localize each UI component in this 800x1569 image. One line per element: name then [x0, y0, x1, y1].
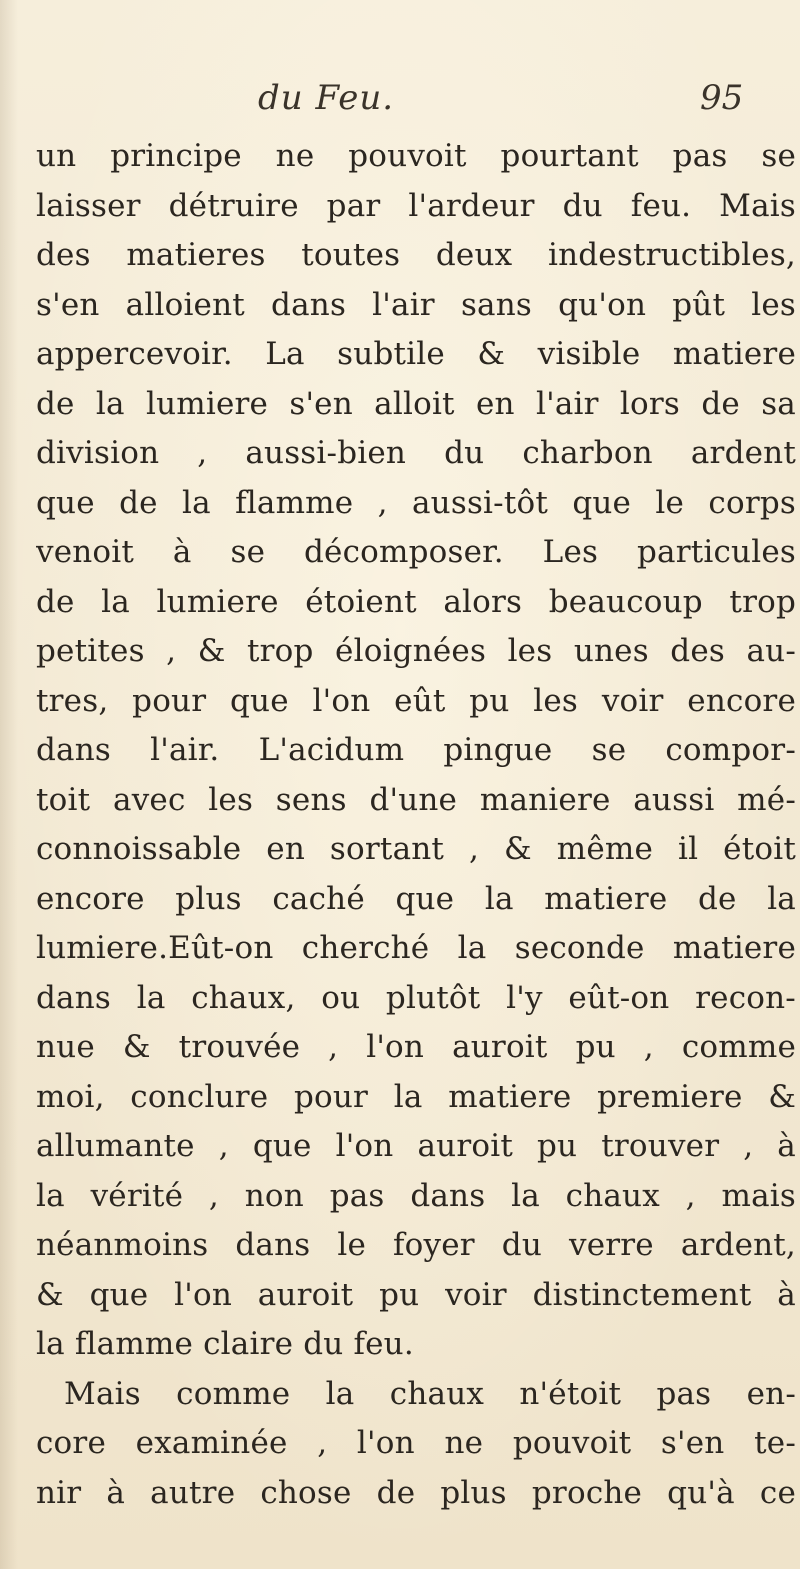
running-head	[0, 78, 800, 138]
text-line: laisser détruire par l'ardeur du feu. Mais	[36, 187, 796, 224]
text-line: toit avec les sens d'une maniere aussi mé-	[36, 781, 796, 818]
text-line: nir à autre chose de plus proche qu'à ce	[36, 1474, 796, 1511]
text-line: core examinée , l'on ne pouvoit s'en te-	[36, 1425, 796, 1461]
text-line: appercevoir. La subtile & visible matiere	[36, 336, 796, 372]
text-line: que de la flamme , aussi-tôt que le corps	[36, 484, 796, 521]
text-line: néanmoins dans le foyer du verre ardent,	[36, 1227, 796, 1263]
text-line: dans l'air. L'acidum pingue se compor-	[36, 732, 796, 768]
text-line: & que l'on auroit pu voir distinctement à	[36, 1276, 796, 1313]
text-line: moi, conclure pour la matiere premiere &	[36, 1078, 796, 1115]
text-line: lumiere.Eût-on cherché la seconde matiere	[36, 930, 796, 966]
text-line: division , aussi-bien du charbon ardent	[36, 435, 796, 471]
text-line: de la lumiere étoient alors beaucoup trop	[36, 583, 796, 620]
text-line: un principe ne pouvoit pourtant pas se	[36, 138, 796, 174]
running-head-title: du Feu.	[258, 78, 395, 118]
paragraph-end-line: la flamme claire du feu.	[36, 1326, 414, 1362]
text-line: tres, pour que l'on eût pu les voir encore	[36, 682, 796, 719]
text-line: allumante , que l'on auroit pu trouver , à	[36, 1128, 796, 1164]
text-line: encore plus caché que la matiere de la	[36, 880, 796, 917]
text-line: connoissable en sortant , & même il étoit	[36, 831, 796, 867]
page-number: 95	[700, 78, 744, 118]
text-line: nue & trouvée , l'on auroit pu , comme	[36, 1029, 796, 1065]
text-line: venoit à se décomposer. Les particules	[36, 534, 796, 570]
text-line: la vérité , non pas dans la chaux , mais	[36, 1177, 796, 1214]
text-line: s'en alloient dans l'air sans qu'on pût les	[36, 286, 796, 323]
text-line: de la lumiere s'en alloit en l'air lors de sa	[36, 385, 796, 422]
body-text	[36, 132, 796, 1518]
text-line: petites , & trop éloignées les unes des au-	[36, 633, 796, 669]
text-line: dans la chaux, ou plutôt l'y eût-on recon-	[36, 979, 796, 1016]
text-line: des matieres toutes deux indestructibles,	[36, 237, 796, 273]
paragraph-start-line: Mais comme la chaux n'étoit pas en-	[64, 1375, 796, 1412]
